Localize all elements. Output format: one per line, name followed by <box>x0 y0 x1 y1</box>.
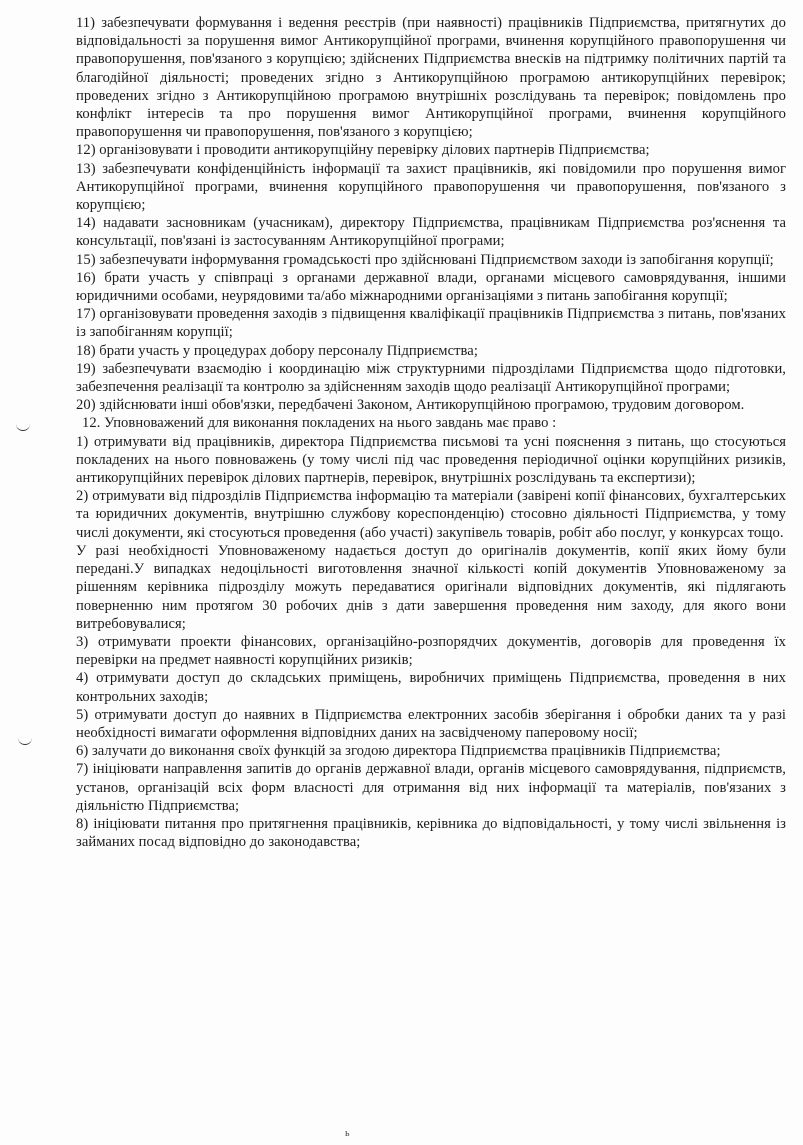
right-2-continuation: У разі необхідності Уповноваженому надається доступ до оригіналів документів, копії яких йому були передані.У випадках недоцільності виготовлення значної кількості копій документів Уповноваженому за рішенням керівника підрозділу можуть передаватися оригінали відповідних документів, які підлягають поверненню ним протягом 30 робочих днів з дати завершення проведення ним заходу, для якого вони витребовувалися; <box>76 542 786 632</box>
right-1: 1) отримувати від працівників, директора Підприємства письмові та усні пояснення з питань, що стосуються покладених на нього повноважень (у тому числі під час проведення періодичної оцінки корупційних ризиків, антикорупційних перевірок ділових партнерів, перевірок, внутрішніх розслідувань та експертизи); <box>76 433 786 487</box>
clause-11: 11) забезпечувати формування і ведення реєстрів (при наявності) працівників Підприємства, притягнутих до відповідальності за порушення вимог Антикорупційної програми, вчинення корупційного правопорушення чи правопорушення, пов'язаного з корупцією; здійснених Підприємства внесків на підтримку політичних партій та благодійної діяльності; проведених згідно з Антикорупційною програмою антикорупційних перевірок; проведених згідно з Антикорупційною програмою внутрішніх розслідувань та перевірок; повідомлень про конфлікт інтересів та про порушення вимог Антикорупційної програми, вчинення корупційного правопорушення чи правопорушення, пов'язаного з корупцією; <box>76 15 786 141</box>
clause-19: 19) забезпечувати взаємодію і координацію між структурними підрозділами Підприємства щодо підготовки, забезпечення реалізації та контролю за здійсненням заходів щодо реалізації Антикорупційної програми; <box>76 360 786 396</box>
clause-16: 16) брати участь у співпраці з органами державної влади, органами місцевого самоврядування, іншими юридичними особами, неурядовими та/або міжнародними організаціями з питань запобігання корупції; <box>76 269 786 305</box>
document-body <box>76 14 786 851</box>
right-6: 6) залучати до виконання своїх функцій за згодою директора Підприємства працівників Підприємства; <box>76 743 721 760</box>
right-8: 8) ініціювати питання про притягнення працівників, керівника до відповідальності, у тому числі звільнення із займаних посад відповідно до законодавства; <box>76 815 786 851</box>
clause-17: 17) організовувати проведення заходів з підвищення кваліфікації працівників Підприємства з питань, пов'язаних із запобіганням корупції; <box>76 306 786 341</box>
right-2: 2) отримувати від підрозділів Підприємства інформацію та матеріали (завірені копії фінансових, бухгалтерських та юридичних документів, внутрішню службову кореспонденцію) стосовно діяльності Підприємства, у тому числі документи, які стосуються проведення (або участі) закупівель товарів, робіт або послуг, у конкурсах тощо. <box>76 488 786 541</box>
right-3: 3) отримувати проекти фінансових, організаційно-розпорядчих документів, договорів для проведення їх перевірки на предмет наявності корупційних ризиків; <box>76 633 786 669</box>
punch-hole-mark <box>16 420 30 431</box>
footer-page-mark: ь <box>345 1128 350 1139</box>
clause-18: 18) брати участь у процедурах добору персоналу Підприємства; <box>76 342 478 359</box>
clause-14: 14) надавати засновникам (учасникам), директору Підприємства, працівникам Підприємства роз'яснення та консультації, пов'язані із застосуванням Антикорупційної програми; <box>76 215 786 250</box>
section-12-heading: 12. Уповноважений для виконання покладених на нього завдань має право : <box>82 415 557 432</box>
clause-13: 13) забезпечувати конфіденційність інформації та захист працівників, які повідомили про порушення вимог Антикорупційної програми, вчинення корупційного правопорушення чи правопорушення, пов'язаного з корупцією; <box>76 160 786 214</box>
right-5: 5) отримувати доступ до наявних в Підприємства електронних засобів зберігання і обробки даних та у разі необхідності вимагати оформлення відповідних даних на засвідченому паперовому носії; <box>76 706 786 741</box>
right-7: 7) ініціювати направлення запитів до органів державної влади, органів місцевого самоврядування, підприємств, установ, організацій всіх форм власності для отримання від них інформації та матеріалів, пов'язаних з діяльністю Підприємства; <box>76 761 786 814</box>
clause-20: 20) здійснювати інші обов'язки, передбачені Законом, Антикорупційною програмою, трудовим договором. <box>76 397 745 414</box>
clause-15: 15) забезпечувати інформування громадськості про здійснювані Підприємством заходи із запобігання корупції; <box>76 251 774 268</box>
right-4: 4) отримувати доступ до складських приміщень, виробничих приміщень Підприємства, проведення в них контрольних заходів; <box>76 670 786 705</box>
clause-12: 12) організовувати і проводити антикорупційну перевірку ділових партнерів Підприємства; <box>76 142 650 159</box>
punch-hole-mark <box>18 734 32 745</box>
